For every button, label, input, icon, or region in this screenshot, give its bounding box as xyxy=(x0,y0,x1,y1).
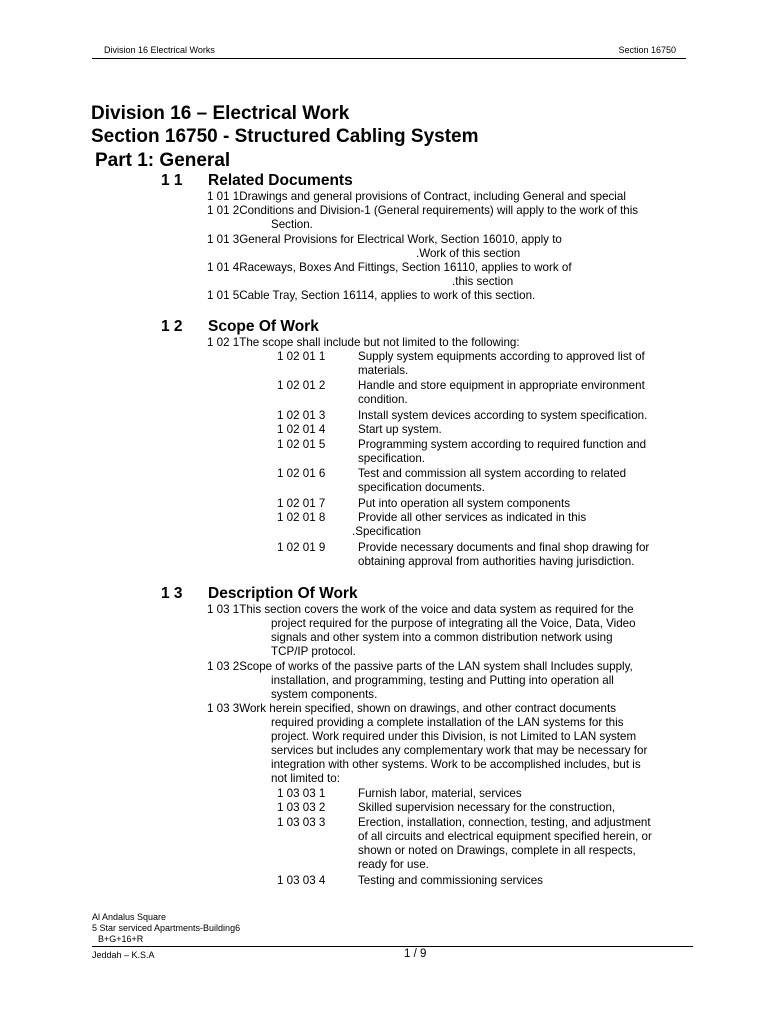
item-line: obtaining approval from authorities having jurisdiction. xyxy=(358,555,635,568)
item-line: Erection, installation, connection, testing, and adjustment xyxy=(358,816,651,829)
paragraph-line: .this section xyxy=(452,275,514,288)
footer-building: 5 Star serviced Apartments-Building6 xyxy=(92,923,241,933)
paragraph-line: 1 01 1Drawings and general provisions of Contract, including General and special xyxy=(207,190,626,203)
item-line: materials. xyxy=(358,364,409,377)
item-line: Supply system equipments according to approved list of xyxy=(358,350,645,363)
paragraph-line: 1 02 1The scope shall include but not limited to the following: xyxy=(207,336,520,349)
paragraph-line: installation, and programming, testing and Putting into operation all xyxy=(271,674,614,687)
item-number: 1 02 01 6 xyxy=(277,467,326,480)
paragraph-line: 1 03 1This section covers the work of the voice and data system as required for the xyxy=(207,603,634,616)
footer-location: Jeddah – K.S.A xyxy=(92,950,155,960)
item-number: 1 02 01 9 xyxy=(277,541,326,554)
paragraph-line: signals and other system into a common distribution network using xyxy=(271,631,613,644)
item-line: ready for use. xyxy=(358,858,429,871)
item-number: 1 02 01 5 xyxy=(277,438,326,451)
item-number: 1 02 01 3 xyxy=(277,409,326,422)
footer-project: Al Andalus Square xyxy=(92,912,167,922)
item-line: Provide all other services as indicated in this xyxy=(358,511,587,524)
page-header xyxy=(92,44,686,58)
heading-number: 1 3 xyxy=(161,585,183,602)
item-number: 1 03 03 2 xyxy=(277,801,326,814)
heading-text: Scope Of Work xyxy=(208,318,319,335)
item-line: condition. xyxy=(358,393,408,406)
paragraph-line: services but includes any complementary work that may be necessary for xyxy=(271,744,648,757)
item-number: 1 03 03 3 xyxy=(277,816,326,829)
item-number: 1 02 01 7 xyxy=(277,497,326,510)
paragraph-line: 1 01 3General Provisions for Electrical Work, Section 16010, apply to xyxy=(207,233,562,246)
paragraph-line: project required for the purpose of integrating all the Voice, Data, Video xyxy=(271,617,636,630)
heading-text: Related Documents xyxy=(208,172,353,189)
part-title: Part 1: General xyxy=(95,150,231,171)
item-number: 1 02 01 8 xyxy=(277,511,326,524)
heading-text: Description Of Work xyxy=(208,585,358,602)
item-line: specification documents. xyxy=(358,481,485,494)
section-title: Section 16750 - Structured Cabling System xyxy=(91,126,479,147)
item-line: Test and commission all system according to related xyxy=(358,467,627,480)
division-title: Division 16 – Electrical Work xyxy=(91,103,350,124)
item-line: .Specification xyxy=(352,525,421,538)
paragraph-line: 1 03 3Work herein specified, shown on drawings, and other contract documents xyxy=(207,702,617,715)
paragraph-line: 1 01 2Conditions and Division-1 (General requirements) will apply to the work of this xyxy=(207,204,639,217)
item-line: specification. xyxy=(358,452,426,465)
paragraph-line: TCP/IP protocol. xyxy=(271,645,356,658)
item-line: Start up system. xyxy=(358,423,442,436)
item-number: 1 03 03 4 xyxy=(277,874,326,887)
paragraph-line: not limited to: xyxy=(271,772,340,785)
item-line: of all circuits and electrical equipment specified herein, or xyxy=(358,830,652,843)
footer-rule xyxy=(92,946,693,947)
item-number: 1 02 01 1 xyxy=(277,350,326,363)
header-section: Section 16750 xyxy=(618,45,676,55)
paragraph-line: 1 01 4Raceways, Boxes And Fittings, Section 16110, applies to work of xyxy=(207,261,572,274)
paragraph-line: integration with other systems. Work to be accomplished includes, but is xyxy=(271,758,641,771)
page-number: 1 / 9 xyxy=(404,948,427,960)
paragraph-line: project. Work required under this Division, is not Limited to LAN system xyxy=(271,730,637,743)
heading-number: 1 1 xyxy=(161,172,183,189)
item-number: 1 02 01 4 xyxy=(277,423,326,436)
paragraph-line: Section. xyxy=(271,218,313,231)
item-line: Handle and store equipment in appropriate environment xyxy=(358,379,645,392)
header-rule xyxy=(92,58,686,59)
paragraph-line: 1 01 5Cable Tray, Section 16114, applies to work of this section. xyxy=(207,289,536,302)
footer-levels: B+G+16+R xyxy=(98,934,144,944)
paragraph-line: .Work of this section xyxy=(416,247,521,260)
item-line: Programming system according to required function and xyxy=(358,438,647,451)
item-line: Put into operation all system components xyxy=(358,497,571,510)
paragraph-line: 1 03 2Scope of works of the passive parts of the LAN system shall Includes supply, xyxy=(207,660,633,673)
paragraph-line: required providing a complete installation of the LAN systems for this xyxy=(271,716,624,729)
item-line: Provide necessary documents and final shop drawing for xyxy=(358,541,650,554)
item-line: Skilled supervision necessary for the construction, xyxy=(358,801,616,814)
paragraph-line: system components. xyxy=(271,688,378,701)
item-line: Testing and commissioning services xyxy=(358,874,543,887)
heading-number: 1 2 xyxy=(161,318,183,335)
item-line: Furnish labor, material, services xyxy=(358,787,522,800)
item-line: Install system devices according to system specification. xyxy=(358,409,648,422)
item-number: 1 03 03 1 xyxy=(277,787,326,800)
item-number: 1 02 01 2 xyxy=(277,379,326,392)
item-line: shown or noted on Drawings, complete in all respects, xyxy=(358,844,636,857)
header-division: Division 16 Electrical Works xyxy=(104,45,215,55)
